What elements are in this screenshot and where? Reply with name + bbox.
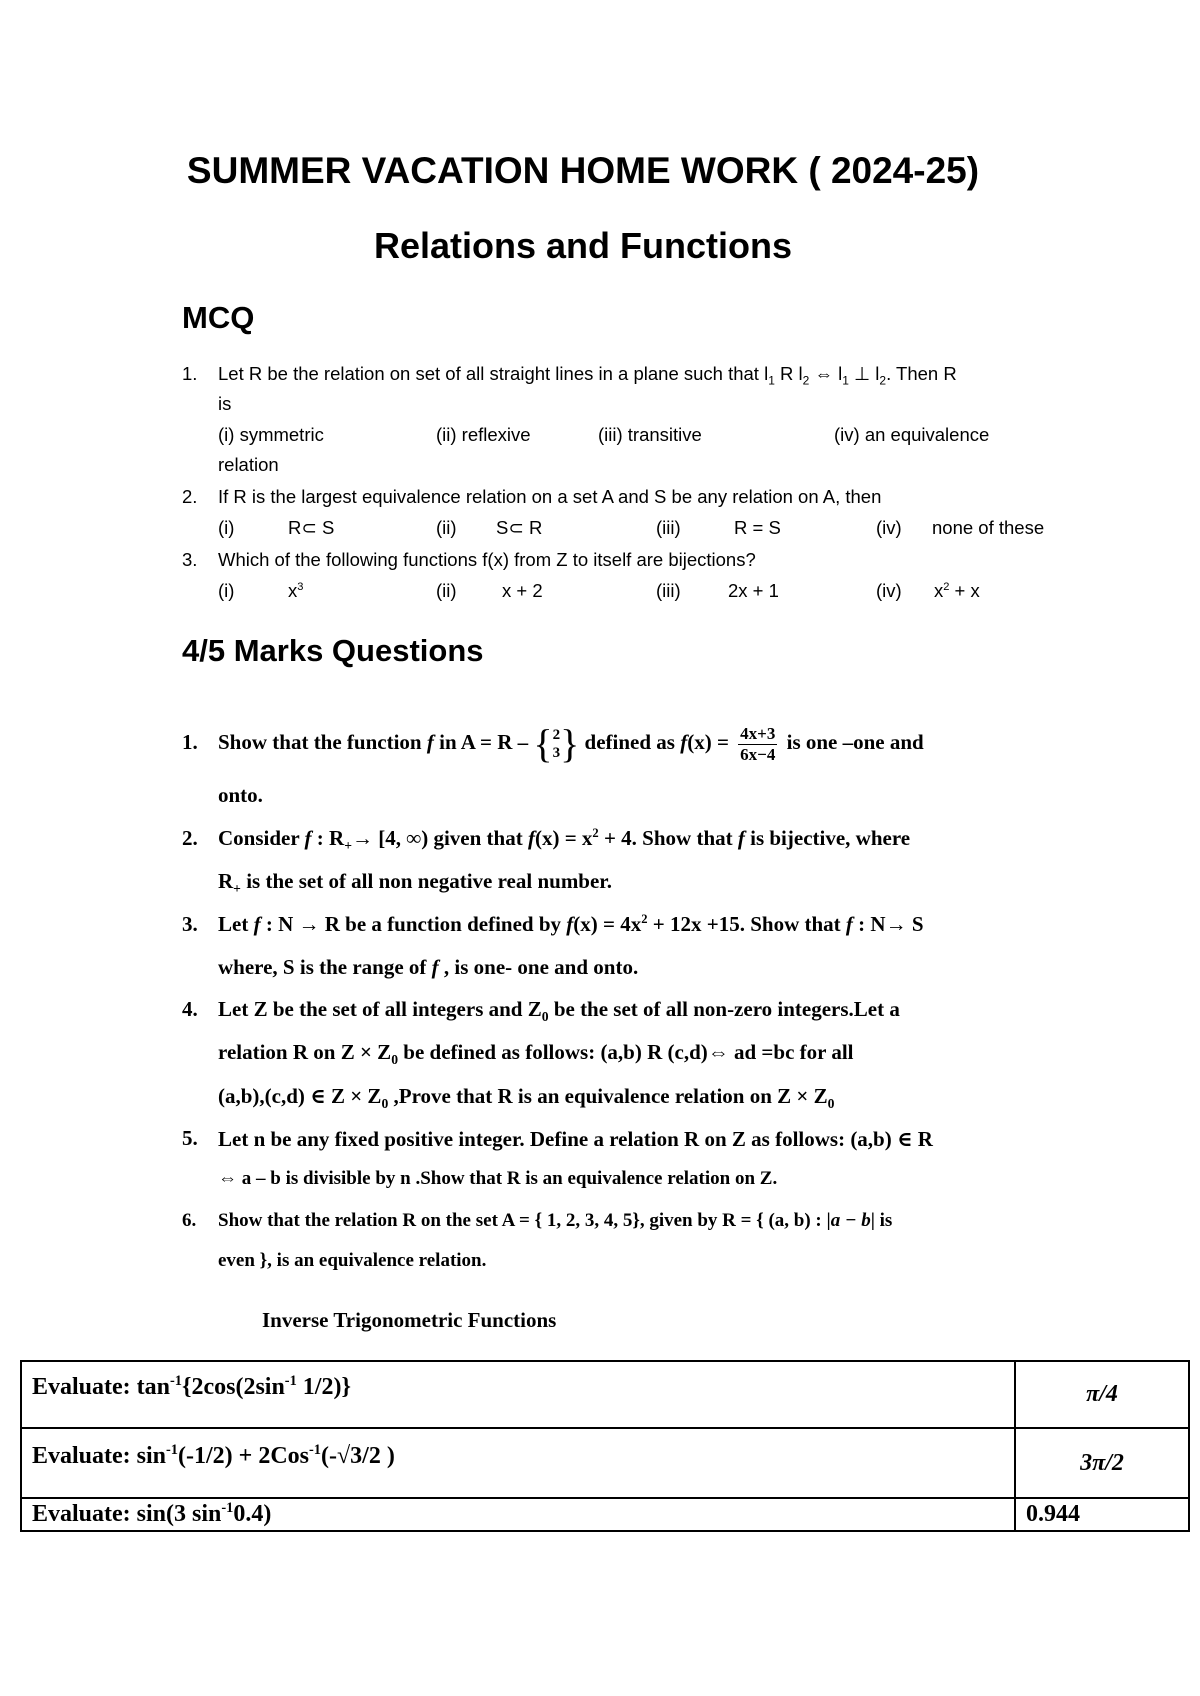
mcq-heading: MCQ bbox=[182, 300, 255, 335]
option-i-label: (i) bbox=[218, 517, 235, 538]
question-number: 1. bbox=[182, 730, 198, 754]
question-text-continued: is bbox=[218, 393, 232, 414]
page-title: SUMMER VACATION HOME WORK ( 2024-25) bbox=[186, 150, 980, 191]
question-text: Let Z be the set of all integers and $Z_0$ be the set of all non-zero integers.Let a bbox=[218, 997, 900, 1025]
question-number: 6. bbox=[182, 1210, 197, 1231]
question-text: Show that the relation R on the set A = { 1, 2, 3, 4, 5}, given by R = { (a, b) : |a − b| is bbox=[218, 1210, 893, 1231]
question-text: Let R be the relation on set of all straight lines in a plane such that $l_1$ R $l_2$ ⇔ $l_1$ ⊥ $l_2$. Then R bbox=[218, 363, 957, 388]
option-i: (i) symmetric bbox=[218, 424, 324, 445]
answer-cell: π/4 bbox=[1015, 1361, 1189, 1428]
page-subtitle: Relations and Functions bbox=[373, 225, 793, 266]
question-text: Let n be any fixed positive integer. Define a relation R on Z as follows: (a,b) ∈ R bbox=[218, 1127, 933, 1151]
question-text: Let f : N → R be a function defined by $f(x) = 4x^2 + 12x +15$. Show that f : N→ S bbox=[218, 912, 924, 936]
option-ii: x + 2 bbox=[502, 580, 543, 601]
answer-cell: 3π/2 bbox=[1015, 1428, 1189, 1498]
inverse-trig-heading: Inverse Trigonometric Functions bbox=[262, 1308, 557, 1332]
option-i: R⊂ S bbox=[288, 517, 335, 538]
question-cell: Evaluate: $\sin^{-1}(-1/2) + 2Cos^{-1}(-√3/2$ ) bbox=[21, 1428, 1015, 1498]
question-number: 5. bbox=[182, 1126, 198, 1150]
option-iv-label: (iv) bbox=[876, 517, 902, 538]
question-text-continued: ⇔ a – b is divisible by n .Show that R is an equivalence relation on Z. bbox=[218, 1168, 778, 1189]
question-text-continued: even }, is an equivalence relation. bbox=[218, 1250, 487, 1271]
option-iv: none of these bbox=[932, 517, 1045, 538]
question-text-continued: $R_+$ is the set of all non negative real number. bbox=[218, 869, 612, 897]
option-ii-label: (ii) bbox=[436, 580, 457, 601]
option-iii: 2x + 1 bbox=[728, 580, 779, 601]
option-iii-label: (iii) bbox=[656, 580, 681, 601]
question-text-continued: where, S is the range of f , is one- one and onto. bbox=[218, 955, 639, 979]
question-text-continued: relation R on $Z \times Z_0$ be defined as follows: (a,b) R (c,d)⇔ ad =bc for all bbox=[218, 1040, 854, 1068]
question-text-continued-2: (a,b),(c,d) ∈ $Z \times Z_0$ ,Prove that R is an equivalence relation on $Z \times Z_0$ bbox=[218, 1084, 835, 1112]
marks-heading: 4/5 Marks Questions bbox=[182, 633, 484, 668]
question-number: 2. bbox=[182, 826, 198, 850]
option-ii: (ii) reflexive bbox=[436, 424, 531, 445]
option-i-label: (i) bbox=[218, 580, 235, 601]
question-number: 4. bbox=[182, 997, 198, 1021]
option-iv: (iv) an equivalence bbox=[834, 424, 990, 445]
question-number: 3. bbox=[182, 549, 198, 570]
answer-cell: 0.944 bbox=[1015, 1498, 1189, 1531]
question-text: If R is the largest equivalence relation on a set A and S be any relation on A, then bbox=[218, 486, 882, 507]
table-row bbox=[21, 1361, 1189, 1428]
question-cell: Evaluate: sin(3 $\sin^{-1}0.4$) bbox=[21, 1498, 1015, 1531]
question-text: Show that the function f in A = R – { 2 3 } defined as f(x) = $\frac{4x+3}{6x-4}$ is one –one and bbox=[218, 721, 924, 767]
question-text: Consider f : $R_+\to [4$, ∞) given that $f(x) = x^2 + 4$. Show that f is bijective, where bbox=[218, 826, 911, 854]
question-number: 1. bbox=[182, 363, 198, 384]
option-iii: R = S bbox=[734, 517, 781, 538]
option-i: $x^3$ bbox=[288, 580, 304, 601]
option-ii: S⊂ R bbox=[496, 517, 543, 538]
option-iv-continued: relation bbox=[218, 454, 279, 475]
table-row bbox=[21, 1498, 1189, 1531]
question-text-continued: onto. bbox=[218, 783, 263, 807]
option-ii-label: (ii) bbox=[436, 517, 457, 538]
inverse-trig-table bbox=[20, 1360, 1190, 1532]
table-row bbox=[21, 1428, 1189, 1498]
option-iv: $x^2 + x$ bbox=[934, 580, 980, 601]
question-cell: Evaluate: $\tan^{-1}\{2\cos(2\sin^{-1}$ 1/2)} bbox=[21, 1361, 1015, 1428]
question-text: Which of the following functions f(x) from Z to itself are bijections? bbox=[218, 549, 756, 570]
option-iii-label: (iii) bbox=[656, 517, 681, 538]
question-number: 3. bbox=[182, 912, 198, 936]
question-number: 2. bbox=[182, 486, 198, 507]
option-iii: (iii) transitive bbox=[598, 424, 702, 445]
option-iv-label: (iv) bbox=[876, 580, 902, 601]
